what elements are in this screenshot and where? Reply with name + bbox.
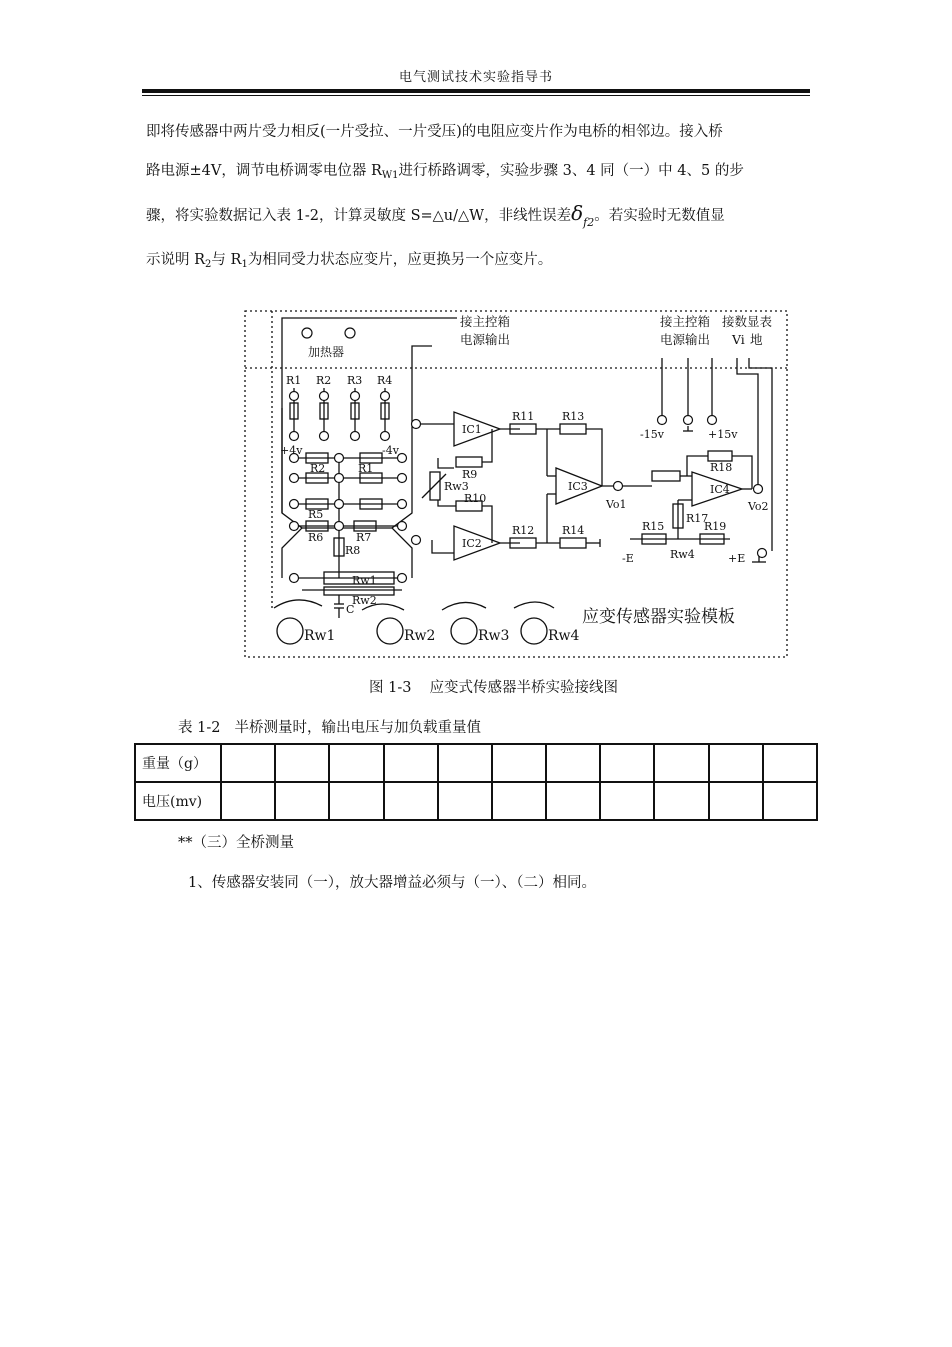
table-cell[interactable] [329, 782, 383, 820]
table-cell[interactable] [275, 744, 329, 782]
main-box2-label-1: 接主控箱 [660, 314, 711, 329]
table-row [135, 782, 817, 820]
display-label: 接数显表 [722, 314, 773, 329]
label-c: C [346, 603, 355, 616]
table-cell[interactable] [221, 782, 275, 820]
table-cell[interactable] [438, 782, 492, 820]
table-cell[interactable] [600, 782, 654, 820]
heater-label: 加热器 [308, 345, 345, 359]
main-box-label-2: 电源输出 [460, 332, 511, 347]
label-me: -E [622, 552, 634, 565]
table-cell[interactable] [763, 744, 817, 782]
display-vi-label: Vi [732, 332, 745, 347]
body-line-4: 示说明 $R_2$与 $R_1$为相同受力状态应变片，应更换另一个应变片。 [146, 252, 553, 270]
table-cell[interactable] [546, 744, 600, 782]
table-cell[interactable] [546, 782, 600, 820]
table-cell[interactable] [384, 744, 438, 782]
knob-label-rw4: Rw4 [548, 628, 580, 644]
knob-label-rw3: Rw3 [478, 628, 510, 644]
display-gnd-label: 地 [750, 332, 763, 347]
label-r3: R3 [347, 374, 363, 387]
table-cell[interactable] [438, 744, 492, 782]
table-cell[interactable] [654, 744, 708, 782]
label-m15v: -15v [640, 428, 664, 441]
label-ic1: IC1 [462, 423, 482, 436]
label-r14: R14 [562, 524, 585, 537]
table-caption: 表 1-2 半桥测量时，输出电压与加负载重量值 [178, 720, 481, 736]
label-r1-bridge: R1 [358, 462, 374, 475]
label-r9: R9 [462, 468, 478, 481]
label-r15: R15 [642, 520, 665, 533]
label-p4v: +4v [280, 444, 303, 457]
row-label-voltage: 电压(mv) [135, 782, 221, 820]
page-header: 电气测试技术实验指导书 [398, 70, 553, 85]
main-box-label-1: 接主控箱 [460, 314, 511, 329]
label-r2: R2 [316, 374, 332, 387]
row-label-weight: 重量（g） [135, 744, 221, 782]
label-r2-bridge: R2 [310, 462, 326, 475]
label-ic4: IC4 [710, 483, 730, 496]
main-box2-label-2: 电源输出 [660, 332, 711, 347]
label-r6: R6 [308, 531, 324, 544]
label-rw4: Rw4 [670, 548, 695, 561]
label-r17: R17 [686, 512, 709, 525]
label-ic2: IC2 [462, 537, 482, 550]
table-cell[interactable] [275, 782, 329, 820]
label-r12: R12 [512, 524, 535, 537]
circuit-diagram [242, 308, 790, 660]
table-cell[interactable] [384, 782, 438, 820]
label-r7: R7 [356, 531, 372, 544]
label-rw1: Rw1 [352, 574, 377, 587]
header-rule-thick [142, 89, 810, 93]
label-pe: +E [728, 552, 746, 565]
label-r19: R19 [704, 520, 727, 533]
module-title: 应变传感器实验模板 [582, 607, 735, 627]
table-cell[interactable] [492, 782, 546, 820]
table-cell[interactable] [492, 744, 546, 782]
label-r13: R13 [562, 410, 585, 423]
label-vo2: Vo2 [748, 500, 769, 513]
label-r11: R11 [512, 410, 535, 423]
label-r4: R4 [377, 374, 393, 387]
section-title: **（三）全桥测量 [178, 835, 294, 851]
table-cell[interactable] [709, 782, 763, 820]
table-cell[interactable] [763, 782, 817, 820]
label-r10: R10 [464, 492, 487, 505]
label-rw2: Rw2 [352, 594, 377, 607]
table-cell[interactable] [329, 744, 383, 782]
knob-label-rw2: Rw2 [404, 628, 436, 644]
table-cell[interactable] [221, 744, 275, 782]
knob-label-rw1: Rw1 [304, 628, 336, 644]
label-ic3: IC3 [568, 480, 588, 493]
measurement-table [134, 743, 818, 821]
label-rw3: Rw3 [444, 480, 469, 493]
label-m4v: -4v [382, 444, 399, 457]
label-p15v: +15v [708, 428, 738, 441]
table-cell[interactable] [600, 744, 654, 782]
figure-caption: 图 1-3 应变式传感器半桥实验接线图 [369, 680, 618, 696]
table-row [135, 744, 817, 782]
table-cell[interactable] [709, 744, 763, 782]
step-1-text: 1、传感器安装同（一），放大器增益必须与（一）、（二）相同。 [188, 875, 596, 891]
label-r1: R1 [286, 374, 302, 387]
body-line-1: 即将传感器中两片受力相反(一片受拉、一片受压)的电阻应变片作为电桥的相邻边。接入桥 [146, 124, 723, 140]
label-r5: R5 [308, 508, 324, 521]
header-rule-thin [142, 95, 810, 96]
label-r18: R18 [710, 461, 733, 474]
body-line-2: 路电源±4V，调节电桥调零电位器 $R_{W1}$进行桥路调零，实验步骤 3、4 同（一）中 4、5 的步 [146, 163, 744, 181]
label-r8: R8 [345, 544, 361, 557]
label-vo1: Vo1 [606, 498, 627, 511]
body-line-3: 骤，将实验数据记入表 1-2，计算灵敏度 S=△u/△W，非线性误差$\delta_{f2}$。若实验时无数值显 [146, 201, 725, 229]
table-cell[interactable] [654, 782, 708, 820]
